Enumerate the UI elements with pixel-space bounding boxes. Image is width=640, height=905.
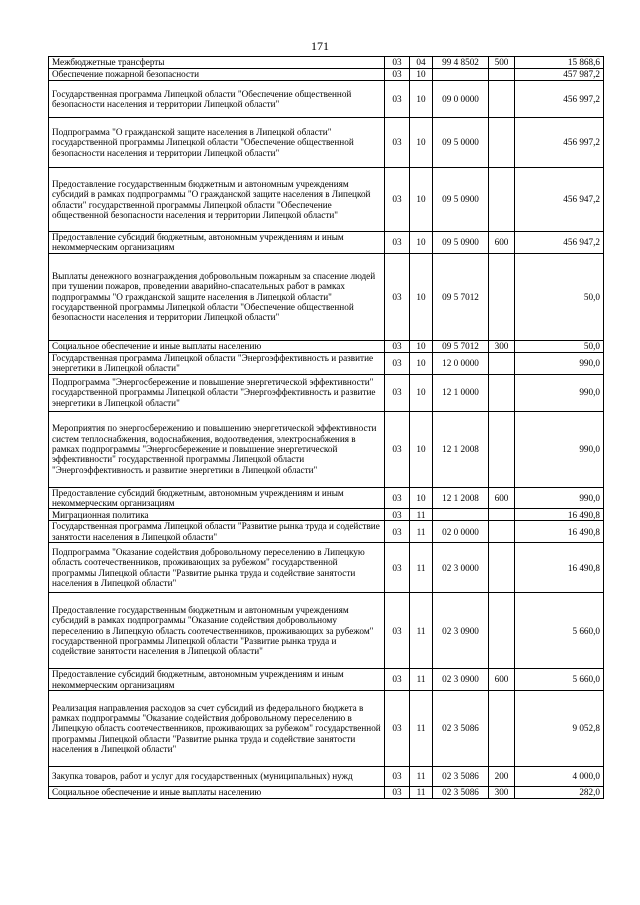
cell-subsection: 11 (410, 543, 433, 593)
cell-expense-type: 300 (489, 340, 515, 352)
cell-expense-type (489, 521, 515, 543)
cell-amount: 456 947,2 (515, 232, 604, 254)
cell-amount: 16 490,8 (515, 543, 604, 593)
cell-name: Межбюджетные трансферты (49, 57, 385, 69)
budget-table-body (49, 57, 604, 799)
cell-section: 03 (385, 669, 410, 691)
cell-name: Предоставление субсидий бюджетным, автономным учреждениям и иным некоммерческим организациям (49, 487, 385, 509)
cell-target-article: 09 5 0000 (433, 118, 489, 168)
cell-section: 03 (385, 352, 410, 374)
cell-expense-type: 600 (489, 232, 515, 254)
cell-expense-type (489, 374, 515, 411)
cell-target-article: 99 4 8502 (433, 57, 489, 69)
table-row (49, 340, 604, 352)
cell-subsection: 11 (410, 691, 433, 767)
table-row (49, 374, 604, 411)
cell-section: 03 (385, 118, 410, 168)
cell-section: 03 (385, 253, 410, 340)
cell-amount: 990,0 (515, 411, 604, 487)
cell-section: 03 (385, 543, 410, 593)
cell-name: Предоставление субсидий бюджетным, автономным учреждениям и иным некоммерческим организациям (49, 669, 385, 691)
cell-name: Реализация направления расходов за счет субсидий из федерального бюджета в рамках подпрограммы "Оказание содействия добровольному переселению в Липецкую область соотечественников, проживающих за рубежом" государственной программы Липецкой области "Развитие рынка труда и содействие занятости населения в Липецкой области" (49, 691, 385, 767)
cell-amount: 4 000,0 (515, 767, 604, 787)
cell-subsection: 10 (410, 69, 433, 81)
table-row (49, 352, 604, 374)
cell-section: 03 (385, 411, 410, 487)
cell-section: 03 (385, 787, 410, 799)
cell-target-article (433, 69, 489, 81)
cell-target-article: 02 3 0900 (433, 593, 489, 669)
cell-target-article: 12 1 2008 (433, 411, 489, 487)
cell-name: Государственная программа Липецкой области "Обеспечение общественной безопасности населения и территории Липецкой области" (49, 81, 385, 118)
cell-target-article: 12 1 2008 (433, 487, 489, 509)
cell-section: 03 (385, 691, 410, 767)
cell-expense-type (489, 168, 515, 232)
cell-subsection: 11 (410, 509, 433, 521)
table-row (49, 69, 604, 81)
table-row (49, 509, 604, 521)
cell-subsection: 10 (410, 253, 433, 340)
cell-amount: 9 052,8 (515, 691, 604, 767)
cell-subsection: 11 (410, 787, 433, 799)
cell-name: Социальное обеспечение и иные выплаты населению (49, 787, 385, 799)
cell-section: 03 (385, 767, 410, 787)
cell-amount: 16 490,8 (515, 521, 604, 543)
cell-section: 03 (385, 593, 410, 669)
cell-section: 03 (385, 81, 410, 118)
cell-section: 03 (385, 340, 410, 352)
cell-subsection: 11 (410, 593, 433, 669)
cell-target-article: 02 3 5086 (433, 691, 489, 767)
cell-expense-type (489, 352, 515, 374)
cell-target-article: 12 1 0000 (433, 374, 489, 411)
cell-amount: 456 947,2 (515, 168, 604, 232)
cell-name: Мероприятия по энергосбережению и повышению энергетической эффективности систем теплоснабжения, водоснабжения, водоотведения, электроснабжения в рамках подпрограммы "Энергосбережение и повышение энергетической эффективности" государственной программы Липецкой области "Энергоэффективность и развитие энергетики в Липецкой области" (49, 411, 385, 487)
cell-section: 03 (385, 374, 410, 411)
cell-section: 03 (385, 168, 410, 232)
cell-amount: 456 997,2 (515, 118, 604, 168)
cell-amount: 990,0 (515, 487, 604, 509)
cell-expense-type (489, 691, 515, 767)
table-row (49, 487, 604, 509)
table-row (49, 411, 604, 487)
cell-expense-type (489, 593, 515, 669)
cell-amount: 50,0 (515, 253, 604, 340)
cell-subsection: 11 (410, 521, 433, 543)
cell-target-article: 09 5 0900 (433, 168, 489, 232)
cell-target-article: 02 3 5086 (433, 767, 489, 787)
cell-section: 03 (385, 57, 410, 69)
cell-target-article: 02 0 0000 (433, 521, 489, 543)
cell-expense-type (489, 69, 515, 81)
table-row (49, 168, 604, 232)
table-row (49, 787, 604, 799)
cell-expense-type (489, 543, 515, 593)
cell-name: Подпрограмма "Энергосбережение и повышение энергетической эффективности" государственной программы Липецкой области "Энергоэффективность и развитие энергетики в Липецкой области" (49, 374, 385, 411)
cell-amount: 990,0 (515, 374, 604, 411)
table-row (49, 232, 604, 254)
cell-expense-type: 600 (489, 487, 515, 509)
cell-section: 03 (385, 232, 410, 254)
cell-name: Подпрограмма "О гражданской защите населения в Липецкой области" государственной программы Липецкой области "Обеспечение общественной безопасности населения и территории Липецкой области" (49, 118, 385, 168)
table-row (49, 521, 604, 543)
cell-expense-type: 600 (489, 669, 515, 691)
cell-target-article (433, 509, 489, 521)
cell-name: Выплаты денежного вознаграждения добровольным пожарным за спасение людей при тушении пожаров, проведении аварийно-спасательных работ в рамках подпрограммы "О гражданской защите населения в Липецкой области" государственной программы Липецкой области "Обеспечение общественной безопасности населения и территории Липецкой области" (49, 253, 385, 340)
cell-name: Социальное обеспечение и иные выплаты населению (49, 340, 385, 352)
cell-subsection: 11 (410, 669, 433, 691)
cell-name: Предоставление государственным бюджетным и автономным учреждениям субсидий в рамках подпрограммы "Оказание содействия добровольному переселению в Липецкую область соотечественников, проживающих за рубежом" государственной программы Липецкой области "Развитие рынка труда и содействие занятости населения в Липецкой области" (49, 593, 385, 669)
table-row (49, 767, 604, 787)
table-row (49, 669, 604, 691)
cell-subsection: 11 (410, 767, 433, 787)
table-row (49, 593, 604, 669)
cell-expense-type: 300 (489, 787, 515, 799)
cell-subsection: 10 (410, 168, 433, 232)
cell-target-article: 02 3 0900 (433, 669, 489, 691)
cell-target-article: 12 0 0000 (433, 352, 489, 374)
cell-amount: 456 997,2 (515, 81, 604, 118)
cell-amount: 16 490,8 (515, 509, 604, 521)
cell-expense-type: 500 (489, 57, 515, 69)
cell-target-article: 09 5 7012 (433, 340, 489, 352)
cell-amount: 5 660,0 (515, 593, 604, 669)
cell-target-article: 09 5 7012 (433, 253, 489, 340)
cell-expense-type (489, 253, 515, 340)
cell-amount: 50,0 (515, 340, 604, 352)
cell-section: 03 (385, 487, 410, 509)
cell-expense-type: 200 (489, 767, 515, 787)
cell-name: Закупка товаров, работ и услуг для государственных (муниципальных) нужд (49, 767, 385, 787)
cell-section: 03 (385, 509, 410, 521)
cell-target-article: 09 5 0900 (433, 232, 489, 254)
table-row (49, 81, 604, 118)
cell-amount: 457 987,2 (515, 69, 604, 81)
cell-subsection: 10 (410, 411, 433, 487)
cell-name: Подпрограмма "Оказание содействия добровольному переселению в Липецкую область соотечественников, проживающих за рубежом" государственной программы Липецкой области "Развитие рынка труда и содействие занятости населения в Липецкой области" (49, 543, 385, 593)
cell-target-article: 09 0 0000 (433, 81, 489, 118)
cell-section: 03 (385, 69, 410, 81)
cell-subsection: 10 (410, 487, 433, 509)
cell-section: 03 (385, 521, 410, 543)
cell-target-article: 02 3 5086 (433, 787, 489, 799)
cell-subsection: 04 (410, 57, 433, 69)
cell-name: Государственная программа Липецкой области "Энергоэффективность и развитие энергетики в Липецкой области" (49, 352, 385, 374)
cell-amount: 990,0 (515, 352, 604, 374)
cell-expense-type (489, 81, 515, 118)
cell-expense-type (489, 118, 515, 168)
cell-subsection: 10 (410, 352, 433, 374)
table-row (49, 57, 604, 69)
cell-subsection: 10 (410, 81, 433, 118)
table-row (49, 691, 604, 767)
cell-subsection: 10 (410, 232, 433, 254)
budget-table (48, 56, 604, 799)
cell-subsection: 10 (410, 340, 433, 352)
cell-amount: 282,0 (515, 787, 604, 799)
cell-name: Предоставление государственным бюджетным и автономным учреждениям субсидий в рамках подпрограммы "О гражданской защите населения в Липецкой области" государственной программы Липецкой области "Обеспечение общественной безопасности населения и территории Липецкой области" (49, 168, 385, 232)
table-row (49, 543, 604, 593)
cell-amount: 15 868,6 (515, 57, 604, 69)
cell-amount: 5 660,0 (515, 669, 604, 691)
cell-name: Миграционная политика (49, 509, 385, 521)
table-row (49, 118, 604, 168)
cell-expense-type (489, 509, 515, 521)
cell-name: Обеспечение пожарной безопасности (49, 69, 385, 81)
page-number: 171 (311, 39, 329, 53)
cell-subsection: 10 (410, 118, 433, 168)
cell-expense-type (489, 411, 515, 487)
table-row (49, 253, 604, 340)
cell-name: Государственная программа Липецкой области "Развитие рынка труда и содействие занятости населения в Липецкой области" (49, 521, 385, 543)
cell-name: Предоставление субсидий бюджетным, автономным учреждениям и иным некоммерческим организациям (49, 232, 385, 254)
cell-target-article: 02 3 0000 (433, 543, 489, 593)
cell-subsection: 10 (410, 374, 433, 411)
